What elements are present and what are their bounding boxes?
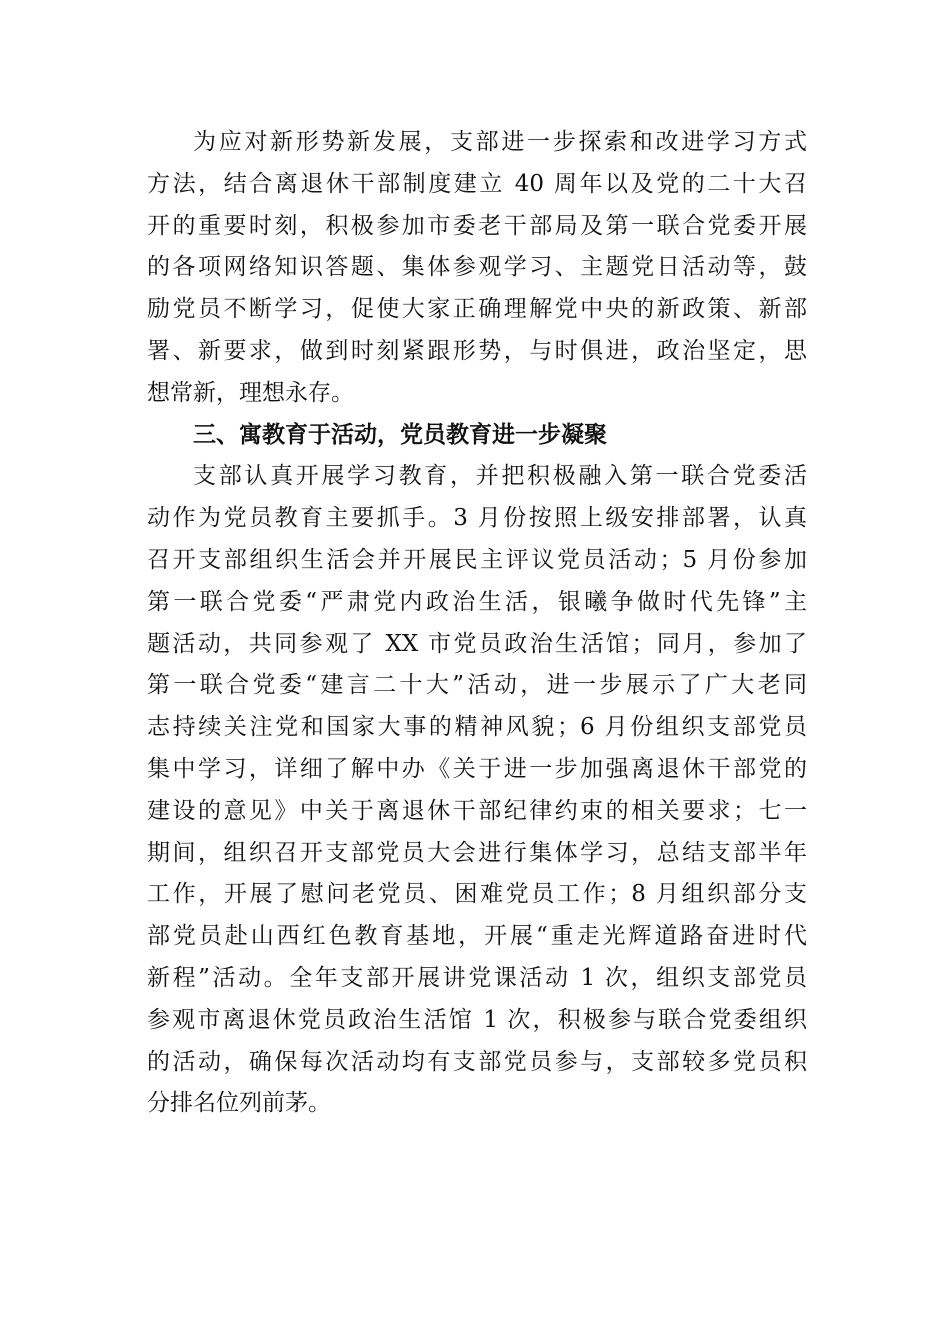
- paragraph-line: 方法，结合离退休干部制度建立 40 周年以及党的二十大召: [147, 170, 807, 197]
- paragraph-line: 开的重要时刻，积极参加市委老干部局及第一联合党委开展: [147, 212, 807, 239]
- paragraph-line: 期间，组织召开支部党员大会进行集体学习，总结支部半年: [147, 839, 807, 866]
- paragraph-line: 参观市离退休党员政治生活馆 1 次，积极参与联合党委组织: [147, 1006, 807, 1033]
- paragraph-line: 志持续关注党和国家大事的精神风貌；6 月份组织支部党员: [147, 714, 807, 741]
- paragraph-line: 支部认真开展学习教育，并把积极融入第一联合党委活: [193, 463, 807, 490]
- paragraph-line: 集中学习，详细了解中办《关于进一步加强离退休干部党的: [147, 755, 807, 782]
- paragraph-line: 动作为党员教育主要抓手。3 月份按照上级安排部署，认真: [147, 505, 807, 532]
- paragraph-line: 题活动，共同参观了 XX 市党员政治生活馆；同月，参加了: [147, 630, 807, 657]
- paragraph-line: 建设的意见》中关于离退休干部纪律约束的相关要求；七一: [147, 797, 807, 824]
- document-body: [147, 122, 807, 1125]
- section-heading: 三、寓教育于活动，党员教育进一步凝聚: [193, 421, 607, 448]
- paragraph-line: 的各项网络知识答题、集体参观学习、主题党日活动等，鼓: [147, 254, 807, 281]
- paragraph-line: 部党员赴山西红色教育基地，开展“重走光辉道路奋进时代: [147, 923, 807, 950]
- paragraph-line: 署、新要求，做到时刻紧跟形势，与时俱进，政治坚定，思: [147, 337, 807, 364]
- paragraph-study-methods: [147, 122, 807, 415]
- paragraph-line: 第一联合党委“建言二十大”活动，进一步展示了广大老同: [147, 672, 807, 699]
- paragraph-line: 分排名位列前茅。: [147, 1090, 331, 1117]
- paragraph-line: 新程”活动。全年支部开展讲党课活动 1 次，组织支部党员: [147, 964, 807, 991]
- paragraph-line: 召开支部组织生活会并开展民主评议党员活动；5 月份参加: [147, 546, 807, 573]
- paragraph-line: 想常新，理想永存。: [147, 379, 354, 406]
- paragraph-line: 第一联合党委“严肃党内政治生活，银曦争做时代先锋”主: [147, 588, 807, 615]
- paragraph-line: 的活动，确保每次活动均有支部党员参与，支部较多党员积: [147, 1048, 807, 1075]
- paragraph-line: 励党员不断学习，促使大家正确理解党中央的新政策、新部: [147, 296, 807, 323]
- paragraph-line: 为应对新形势新发展，支部进一步探索和改进学习方式: [193, 129, 807, 155]
- paragraph-line: 工作，开展了慰问老党员、困难党员工作；8 月组织部分支: [147, 881, 807, 908]
- paragraph-party-education: [147, 456, 807, 1125]
